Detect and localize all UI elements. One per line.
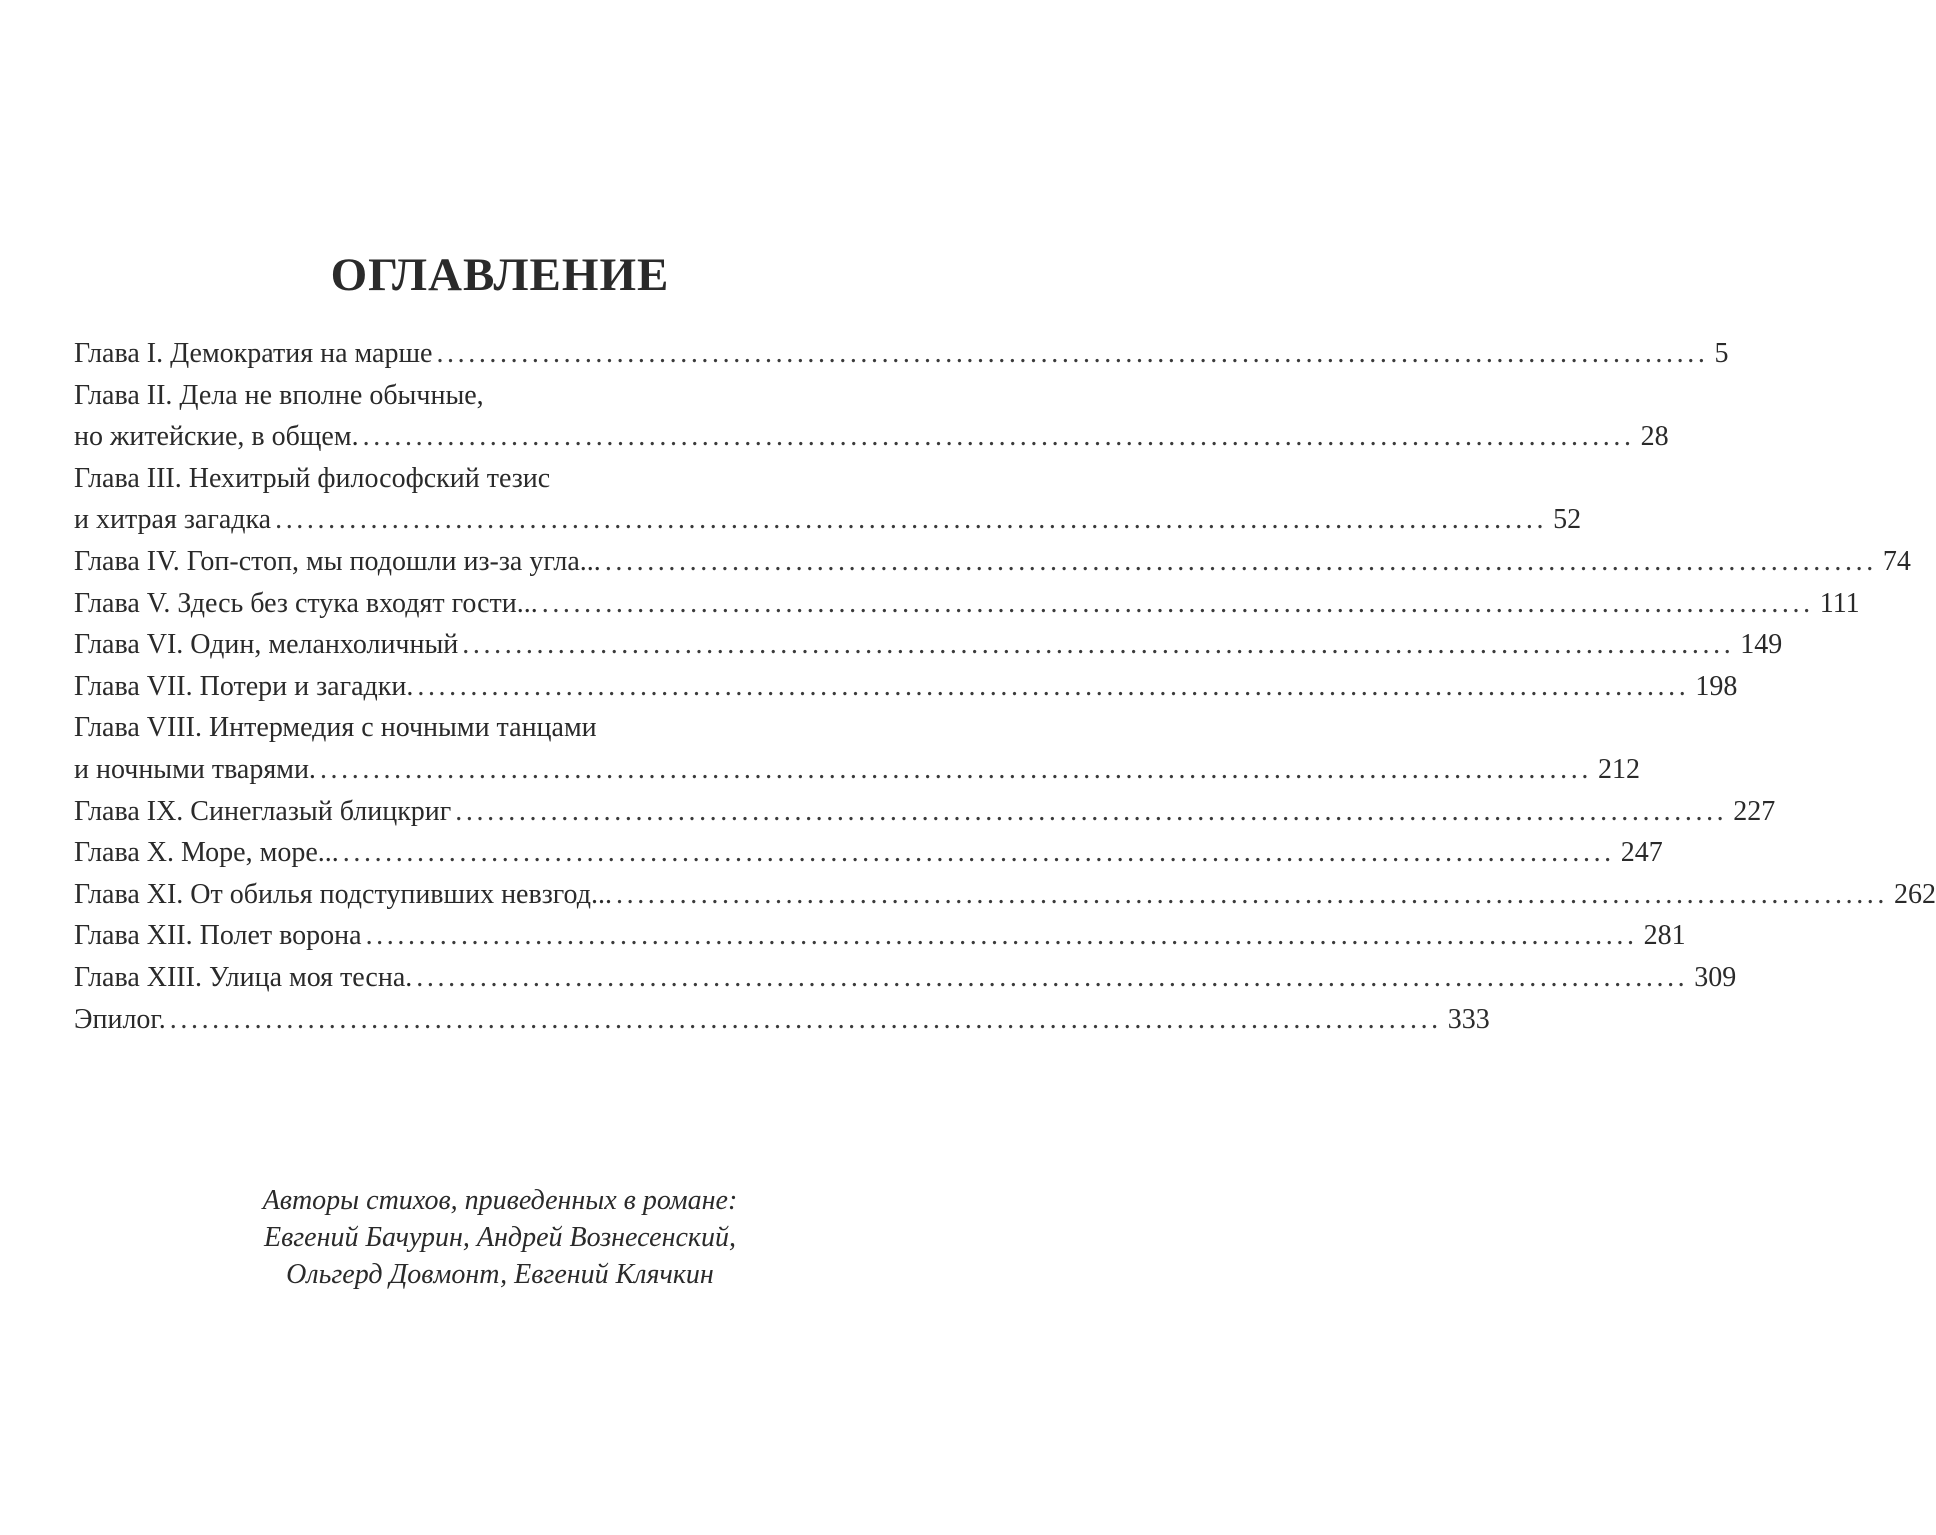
toc-entry-chapter-2-line-2	[74, 416, 1669, 458]
toc-entry-chapter-12	[74, 915, 1686, 957]
toc-dot-leader: ........................................................................................................................	[436, 338, 1709, 369]
toc-dot-leader: ........................................................................................................................	[541, 587, 1814, 619]
poem-authors-note	[0, 1182, 1000, 1293]
toc-entry-title: Глава I. Демократия на марше	[74, 333, 436, 375]
toc-page-number: 198	[1689, 666, 1737, 708]
toc-entry-chapter-5	[74, 583, 1860, 625]
credits-line: Евгений Бачурин, Андрей Вознесенский,	[263, 1222, 737, 1253]
toc-entry-title: Глава IX. Синеглазый блицкриг	[74, 791, 455, 833]
toc-entry-title: и ночными тварями.	[74, 749, 320, 791]
toc-entry-title: Эпилог.	[74, 999, 170, 1041]
toc-entry-title: Глава VII. Потери и загадки.	[74, 666, 417, 708]
credits-line: Ольгерд Довмонт, Евгений Клячкин	[286, 1259, 714, 1290]
toc-dot-leader: ........................................................................................................................	[319, 753, 1592, 785]
toc-entry-chapter-6	[74, 624, 1783, 666]
toc-page-number: 227	[1727, 791, 1775, 833]
toc-page-number: 333	[1442, 999, 1490, 1041]
toc-entry-chapter-2-line-1	[74, 375, 822, 417]
toc-dot-leader: ........................................................................................................................	[455, 795, 1728, 827]
toc-entry-title: Глава XII. Полет ворона	[74, 915, 366, 957]
toc-entry-chapter-3-line-2	[74, 499, 1582, 541]
toc-entry-chapter-11	[74, 874, 1936, 916]
toc-page-number: 74	[1877, 541, 1911, 583]
toc-entry-chapter-3-line-1	[74, 458, 822, 500]
toc-page-number: 281	[1638, 915, 1686, 957]
toc-entry-epilogue	[74, 999, 1490, 1041]
toc-entry-chapter-9	[74, 791, 1776, 833]
toc-entry-chapter-7	[74, 666, 1738, 708]
toc-entry-title: Глава IV. Гоп-стоп, мы подошли из-за угла...	[74, 541, 605, 583]
table-of-contents	[74, 333, 1936, 1040]
toc-entry-title: Глава V. Здесь без стука входят гости...	[74, 583, 542, 625]
toc-entry-title: и хитрая загадка	[74, 499, 275, 541]
toc-entry-title: Глава X. Море, море...	[74, 832, 343, 874]
toc-dot-leader: ........................................................................................................................	[416, 961, 1689, 993]
toc-entry-title: Глава VI. Один, меланхоличный	[74, 624, 462, 666]
toc-entry-chapter-4	[74, 541, 1911, 583]
toc-entry-chapter-8-line-2	[74, 749, 1640, 791]
toc-page-number: 5	[1708, 333, 1728, 375]
toc-page-number: 52	[1547, 499, 1581, 541]
toc-entry-title: Глава XI. От обилья подступивших невзгод...	[74, 874, 616, 916]
toc-entry-title: Глава XIII. Улица моя тесна.	[74, 957, 416, 999]
toc-dot-leader: ........................................................................................................................	[342, 837, 1615, 869]
toc-entry-title: но житейские, в общем.	[74, 416, 363, 458]
toc-page-number: 149	[1734, 624, 1782, 666]
toc-page-number: 309	[1688, 957, 1736, 999]
toc-page-number: 247	[1615, 832, 1663, 874]
toc-entry-title: Глава VIII. Интермедия с ночными танцами	[74, 712, 601, 743]
toc-dot-leader: ........................................................................................................................	[417, 670, 1690, 702]
toc-dot-leader: ........................................................................................................................	[462, 629, 1735, 661]
toc-dot-leader: ........................................................................................................................	[365, 920, 1638, 952]
toc-dot-leader: ........................................................................................................................	[604, 545, 1877, 577]
toc-entry-chapter-8-line-1	[74, 707, 822, 749]
toc-entry-chapter-10	[74, 832, 1663, 874]
page-title: ОГЛАВЛЕНИЕ	[330, 249, 670, 301]
toc-entry-title: Глава II. Дела не вполне обычные,	[74, 380, 488, 411]
toc-dot-leader: ........................................................................................................................	[616, 878, 1888, 910]
toc-page-number: 111	[1814, 583, 1860, 625]
credits-line: Авторы стихов, приведенных в романе:	[262, 1185, 738, 1216]
toc-entry-chapter-1	[74, 333, 1729, 375]
toc-entry-chapter-13	[74, 957, 1737, 999]
toc-entry-title: Глава III. Нехитрый философский тезис	[74, 463, 554, 494]
toc-page-number: 212	[1592, 749, 1640, 791]
toc-page-number: 28	[1635, 416, 1669, 458]
toc-page-number: 262	[1888, 874, 1936, 916]
toc-dot-leader: ........................................................................................................................	[169, 1003, 1442, 1035]
toc-dot-leader: ........................................................................................................................	[275, 504, 1548, 536]
toc-dot-leader: ........................................................................................................................	[362, 421, 1635, 453]
